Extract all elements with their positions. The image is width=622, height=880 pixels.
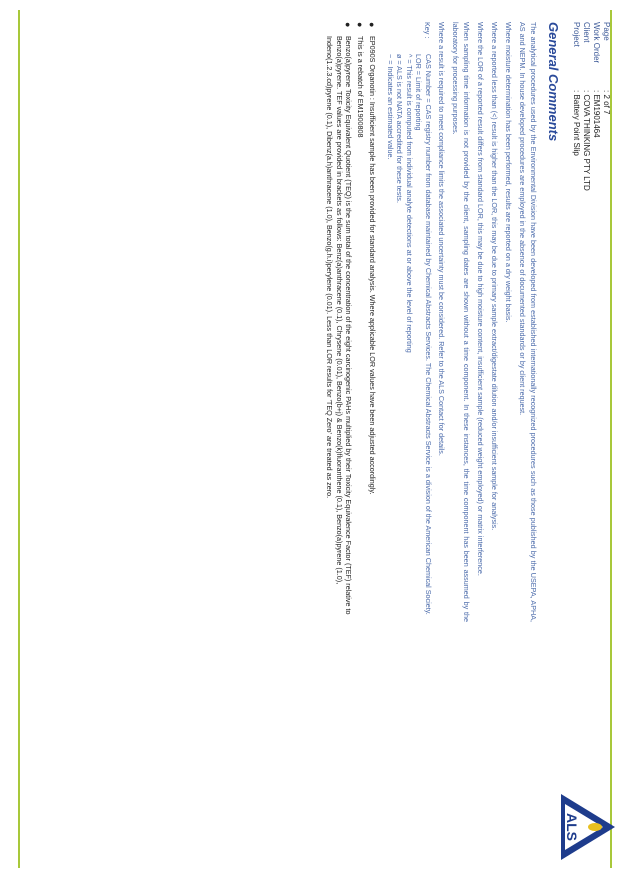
comments-body <box>323 22 539 622</box>
paragraph: Where a reported less than (<) result is higher than the LOR, this may be due to primary sample extract/digestate dilution and/or insufficient sample for analysis. <box>490 22 499 531</box>
bullet-icon: ● <box>367 22 378 28</box>
key-label: Key : <box>423 22 432 39</box>
work-order-label: Work Order <box>592 22 601 64</box>
paragraph: Where moisture determination has been performed, results are reported on a dry weight basis. <box>504 22 513 323</box>
project-value: : Battery Point Slip <box>571 90 581 156</box>
key-item: ~ = Indicates an estimated value. <box>386 54 395 160</box>
client-label: Client <box>582 22 591 43</box>
bullet-icon: ● <box>343 22 354 28</box>
bullet-text: EP090S Organotin : Insufficient sample has been provided for standard analysis. Where applicable LOR values have been adjusted accordingly. <box>368 36 378 495</box>
logo-text: ALS <box>564 813 580 841</box>
paragraph: When sampling time information is not provided by the client, sampling dates are shown without a time component. In these instances, the time component has been assumed by the laboratory for processing purposes. <box>451 22 471 622</box>
key-item: CAS Number = CAS registry number from database maintained by Chemical Abstracts Services. The Chemical Abstracts Service is a division of the American Chemical Society. <box>424 54 433 615</box>
bullet-list <box>325 22 378 622</box>
key-item: LOR = Limit of reporting <box>414 54 424 131</box>
section-title: General Comments <box>546 22 561 142</box>
als-logo-icon <box>557 792 617 862</box>
paragraph: The analytical procedures used by the Environmental Division have been developed from established internationally recognized procedures such as those published by the USEPA, APHA, AS and NEPM. In house developed procedures are employed in the absence of documented standards or by client request. <box>518 22 538 622</box>
page-label: Page <box>602 22 611 41</box>
key-item: ^ = This result is computed from individual analyte detections at or above the level of reporting <box>405 54 414 353</box>
page-value: : 2 of 7 <box>601 90 611 114</box>
bullet-text: Benzo(a)pyrene Toxicity Equivalent Quotient (TEQ) is the sum total of the concentration of the eight carcinogenic PAHs multiplied by their Toxicity Equivalence Factor (TEF) relative to Benzo(a)pyrene. TEF values are provided in brackets as follows: Benz(a)anthracene (0.1), Chrysene (0.01), Benzo(b+j) & Benzo(k)fluoranthene (0.1), Benzo(a)pyrene (1.0), Indeno(1.2.3.cd)pyrene (0.1), Dibenz(a.h)anthracene (1.0), Benzo(g.h.i)perylene (0.01). Less than LOR results for 'TEQ Zero' are treated as zero. <box>325 36 354 615</box>
paragraph: Where a result is required to meet compliance limits the associated uncertainty must be considered. Refer to the ALS Contact for details. <box>437 22 446 456</box>
project-label: Project <box>572 22 581 47</box>
key-item: ø = ALS is not NATA accredited for these tests. <box>395 54 405 203</box>
paragraph: Where the LOR of a reported result differs from standard LOR, this may be due to high moisture content, insufficient sample (reduced weight employed) or matrix interference. <box>476 22 485 576</box>
report-header <box>571 22 611 191</box>
client-value: : COVA THINKING PTY LTD <box>581 90 591 191</box>
rotated-page-content <box>11 22 611 862</box>
key-section <box>386 22 434 622</box>
bullet-text: This is a rebatch of EM1900808 <box>356 36 366 138</box>
bullet-icon: ● <box>355 22 366 28</box>
work-order-value: : EM1901464 <box>591 90 601 138</box>
